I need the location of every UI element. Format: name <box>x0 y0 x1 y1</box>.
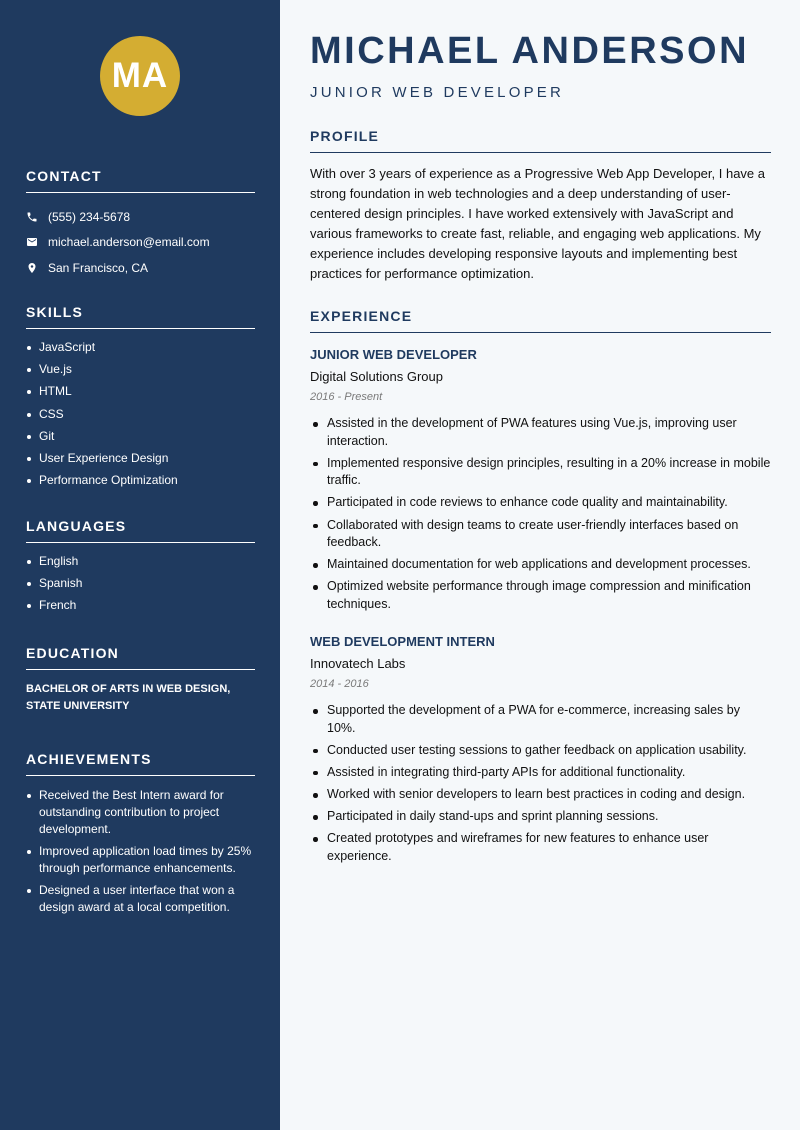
job-title: WEB DEVELOPMENT INTERN <box>310 634 495 649</box>
job-bullet: Participated in daily stand-ups and sprint planning sessions. <box>310 808 771 826</box>
education-section <box>26 645 255 715</box>
languages-list <box>26 554 255 621</box>
job-company: Digital Solutions Group <box>310 369 443 384</box>
job-entry <box>310 346 771 618</box>
location-pin-icon <box>26 262 38 274</box>
job-company: Innovatech Labs <box>310 656 406 671</box>
language-item: Spanish <box>26 576 255 598</box>
job-bullet: Worked with senior developers to learn best practices in coding and design. <box>310 786 771 804</box>
job-bullet: Participated in code reviews to enhance code quality and maintainability. <box>310 494 771 512</box>
language-item: French <box>26 598 255 620</box>
phone-icon <box>26 211 38 223</box>
contact-phone-text: (555) 234-5678 <box>48 209 131 224</box>
skill-item: Vue.js <box>26 362 255 384</box>
skill-item: Performance Optimization <box>26 473 255 495</box>
achievements-heading: ACHIEVEMENTS <box>26 751 255 776</box>
candidate-name: MICHAEL ANDERSON <box>310 30 750 72</box>
job-bullet: Conducted user testing sessions to gather feedback on application usability. <box>310 742 771 760</box>
profile-heading: PROFILE <box>310 128 771 153</box>
contact-email <box>26 230 255 256</box>
achievement-item: Received the Best Intern award for outstanding contribution to project development. <box>26 787 255 838</box>
achievement-item: Improved application load times by 25% through performance enhancements. <box>26 843 255 877</box>
job-bullets <box>310 702 771 865</box>
education-heading: EDUCATION <box>26 645 255 670</box>
job-entry <box>310 633 771 870</box>
sidebar <box>0 0 280 1130</box>
experience-heading: EXPERIENCE <box>310 308 771 333</box>
job-bullet: Assisted in the development of PWA features using Vue.js, improving user interaction. <box>310 415 771 450</box>
job-bullet: Created prototypes and wireframes for new features to enhance user experience. <box>310 830 771 865</box>
education-degree: BACHELOR OF ARTS IN WEB DESIGN, STATE UNIVERSITY <box>26 683 231 712</box>
contact-location-text: San Francisco, CA <box>48 260 149 275</box>
achievement-item: Designed a user interface that won a design award at a local competition. <box>26 882 255 916</box>
job-bullet: Assisted in integrating third-party APIs for additional functionality. <box>310 764 771 782</box>
job-bullet: Maintained documentation for web applications and development processes. <box>310 556 771 574</box>
skill-item: Git <box>26 429 255 451</box>
job-dates: 2014 - 2016 <box>310 678 369 690</box>
skills-list <box>26 340 255 495</box>
contact-location <box>26 255 255 281</box>
job-bullet: Implemented responsive design principles, resulting in a 20% increase in mobile traffic. <box>310 455 771 490</box>
skills-heading: SKILLS <box>26 304 255 329</box>
skill-item: User Experience Design <box>26 451 255 473</box>
languages-heading: LANGUAGES <box>26 518 255 543</box>
contact-email-text: michael.anderson@email.com <box>48 235 210 250</box>
candidate-title: JUNIOR WEB DEVELOPER <box>310 84 565 101</box>
contact-phone <box>26 204 255 230</box>
job-dates: 2016 - Present <box>310 391 383 403</box>
achievements-list <box>26 787 255 916</box>
mail-icon <box>26 236 38 248</box>
skill-item: CSS <box>26 407 255 429</box>
skill-item: JavaScript <box>26 340 255 362</box>
contact-heading: CONTACT <box>26 168 255 193</box>
skills-section <box>26 304 255 495</box>
avatar <box>100 36 180 116</box>
languages-section <box>26 518 255 621</box>
avatar-initials: MA <box>111 56 169 95</box>
job-bullet: Optimized website performance through image compression and minification techniques. <box>310 578 771 613</box>
profile-text: With over 3 years of experience as a Progressive Web App Developer, I have a strong foundation in web technologies and a deep understanding of user-centered design principles. I have worked extensively with JavaScript and various frameworks to create fast, reliable, and engaging web applications. My experience includes developing responsive layouts and implementing best practices for performance optimization. <box>310 166 765 281</box>
job-bullet: Collaborated with design teams to create user-friendly interfaces based on feedback. <box>310 517 771 552</box>
skill-item: HTML <box>26 384 255 406</box>
job-bullet: Supported the development of a PWA for e-commerce, increasing sales by 10%. <box>310 702 771 737</box>
contact-section <box>26 168 255 281</box>
language-item: English <box>26 554 255 576</box>
job-bullets <box>310 415 771 613</box>
achievements-section <box>26 751 255 921</box>
job-title: JUNIOR WEB DEVELOPER <box>310 347 477 362</box>
